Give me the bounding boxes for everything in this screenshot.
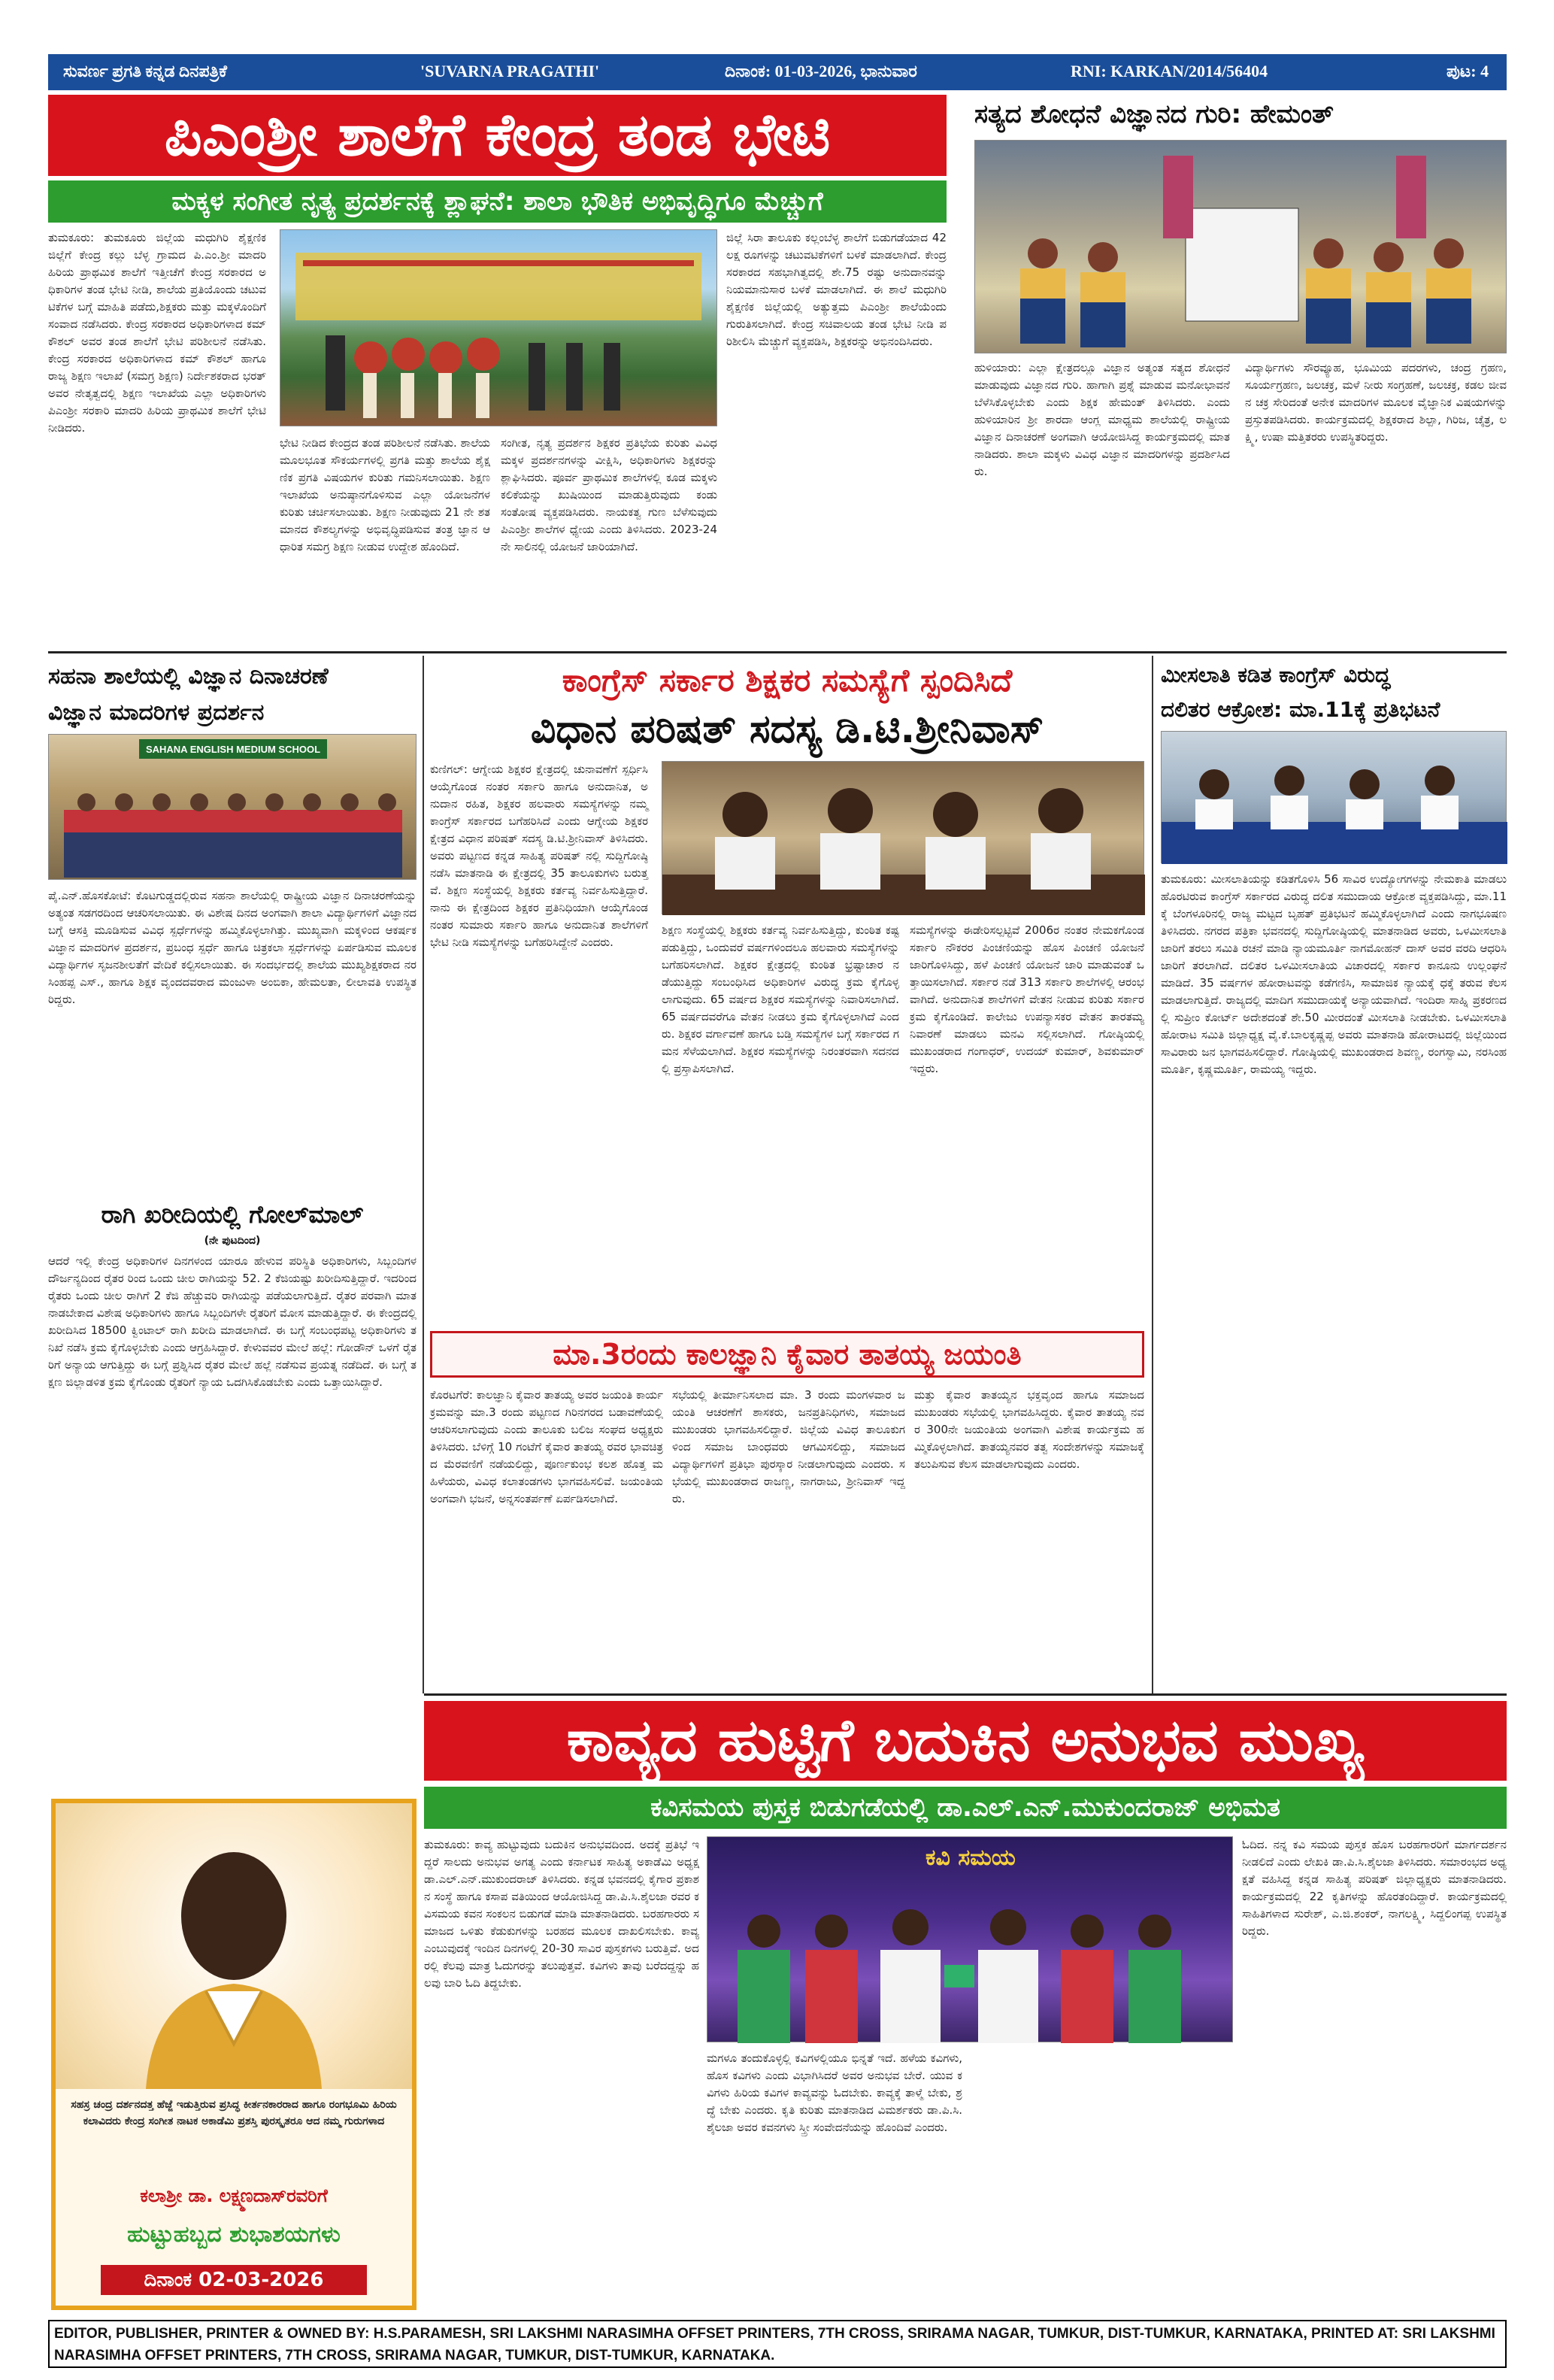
story8-column-2: ಮಗಳೂ ತಂದುಕೊಳ್ಳಲ್ಲಿ ಕವಿಗಳಲ್ಲಿಯೂ ಭಿನ್ನತೆ ಇದೆ. ಹಳೆಯ ಕವಿಗಳು, ಹೊಸ ಕವಿಗಳು ಎಂದು ವಿಭಾಗಿಸಿದರೆ ಅವರ ಅನುಭವ ಬೇರೆ. ಯುವ ಕವಿಗಳು ಹಿರಿಯ ಕವಿಗಳ ಕಾವ್ಯವನ್ನು ಓದಬೇಕು. ಕಾವ್ಯಕ್ಕೆ ತಾಳ್ಮೆ ಬೇಕು, ಶ್ರದ್ಧೆ ಬೇಕು ಎಂದರು. ಕೃತಿ ಕುರಿತು ಮಾತನಾಡಿದ ವಿಮರ್ಶಕರು ಡಾ.ಪಿ.ಸಿ.ಶೈಲಜಾ ಅವರ ಕವನಗಳು ಸ್ತ್ರೀ ಸಂವೇದನೆಯನ್ನು ಹೊಂದಿವೆ ಎಂದರು. xyxy=(707,2051,962,2134)
column-divider-right xyxy=(1152,656,1153,1693)
section-divider-lower xyxy=(424,1693,1507,1696)
school-banner: SAHANA ENGLISH MEDIUM SCHOOL xyxy=(139,739,327,759)
story8-column-2-continued xyxy=(971,2050,1233,2313)
column-divider-left xyxy=(423,656,424,1693)
story5-headline: ವಿಧಾನ ಪರಿಷತ್ ಸದಸ್ಯ ಡಿ.ಟಿ.ಶ್ರೀನಿವಾಸ್ xyxy=(530,706,1044,752)
story6-headline-box xyxy=(430,1331,1144,1378)
story1-photo xyxy=(280,229,717,426)
protest-press-illustration xyxy=(1162,732,1507,864)
story8-subhead: ಕವಿಸಮಯ ಪುಸ್ತಕ ಬಿಡುಗಡೆಯಲ್ಲಿ ಡಾ.ಎಲ್.ಎನ್.ಮುಕುಂದರಾಜ್ ಅಭಿಮತ xyxy=(424,1787,1507,1829)
story7-photo xyxy=(1161,731,1507,863)
story1-column-1: ತುಮಕೂರು: ತುಮಕೂರು ಜಿಲ್ಲೆಯ ಮಧುಗಿರಿ ಶೈಕ್ಷಣಿಕ ಜಿಲ್ಲೆಗೆ ಕೇಂದ್ರ ಕಲ್ಲು ಬೆಳ್ಳ ಗ್ರಾಮದ ಪಿ.ಎಂ.ಶ್ರೀ ಮಾದರಿ ಹಿರಿಯ ಪ್ರಾಥಮಿಕ ಶಾಲೆಗೆ ಇತ್ತೀಚೆಗೆ ಕೇಂದ್ರ ಸರಕಾರದ ಅಧಿಕಾರಿಗಳ ತಂಡ ಭೇಟಿ ನೀಡಿ, ಶಾಲೆಯ ಪ್ರತಿಯೊಂದು ಚಟುವಟಿಕೆಗಳ ಬಗ್ಗೆ ಮಾಹಿತಿ ಪಡೆದು,ಶಿಕ್ಷಕರು ಮತ್ತು ಮಕ್ಕಳೊಂದಿಗೆ ಸಂವಾದ ನಡೆಸಿದರು. ಕೇಂದ್ರ ಸರಕಾರದ ಅಧಿಕಾರಿಗಳಾದ ಕಮ್ ಕೌಶಲ್ ಅವರ ತಂಡ ಶಾಲೆಗೆ ಭೇಟಿ ಪರಿಶೀಲನೆ ನಡೆಸಿತು. ಕೇಂದ್ರ ಸರಕಾರದ ಅಧಿಕಾರಿಗಳಾದ ಕಮ್ ಕೌಶಲ್ ಹಾಗೂ ರಾಜ್ಯ ಶಿಕ್ಷಣ ಇಲಾಖೆ (ಸಮಗ್ರ ಶಿಕ್ಷಣ) ನಿರ್ದೇಶಕರಾದ ಭರತ್ ಅವರ ನೇತೃತ್ವದಲ್ಲಿ ಶಿಕ್ಷಣ ಇಲಾಖೆಯ ಎಲ್ಲಾ ಅಧಿಕಾರಿಗಳು ಪಿಎಂಶ್ರೀ ಸರಕಾರಿ ಮಾದರಿ ಹಿರಿಯ ಪ್ರಾಥಮಿಕ ಶಾಲೆಗೆ ಭೇಟಿ ನೀಡಿದರು. xyxy=(48,231,266,435)
ad-greeting: ಹುಟ್ಟುಹಬ್ಬದ ಶುಭಾಶಯಗಳು xyxy=(127,2221,341,2248)
story7-headline-line1: ಮೀಸಲಾತಿ ಕಡಿತ ಕಾಂಗ್ರೆಸ್ ವಿರುದ್ಧ xyxy=(1161,662,1391,687)
story1-headline: ಪಿಎಂಶ್ರೀ ಶಾಲೆಗೆ ಕೇಂದ್ರ ತಂಡ ಭೇಟಿ xyxy=(48,95,947,176)
story1-subhead: ಮಕ್ಕಳ ಸಂಗೀತ ನೃತ್ಯ ಪ್ರದರ್ಶನಕ್ಕೆ ಶ್ಲಾಘನೆ: ಶಾಲಾ ಭೌತಿಕ ಅಭಿವೃದ್ಧಿಗೂ ಮೆಚ್ಚುಗೆ xyxy=(48,180,947,223)
story4-credit: (ನೇ ಪುಟದಿಂದ) xyxy=(204,1235,261,1247)
story5-photo xyxy=(662,761,1144,914)
rni-number: RNI: KARKAN/2014/56404 xyxy=(1071,62,1268,80)
story2-headline: ಸತ್ಯದ ಶೋಧನೆ ವಿಜ್ಞಾನದ ಗುರಿ: ಹೇಮಂತ್ xyxy=(974,99,1334,129)
story5-column-1: ಕುಣಿಗಲ್: ಆಗ್ನೇಯ ಶಿಕ್ಷಕರ ಕ್ಷೇತ್ರದಲ್ಲಿ ಚುನಾವಣೆಗೆ ಸ್ಪರ್ಧಿಸಿ ಆಯ್ಕೆಗೊಂಡ ನಂತರ ಸರ್ಕಾರಿ ಹಾಗೂ ಅನುದಾನಿತ, ಅನುದಾನ ರಹಿತ, ಶಿಕ್ಷಕರ ಹಲವಾರು ಸಮಸ್ಯೆಗಳನ್ನು ನಮ್ಮ ಕಾಂಗ್ರೆಸ್ ಸರ್ಕಾರದ ಬಗೆಹರಿಸಿದೆ ಎಂದು ಆಗ್ನೇಯ ಶಿಕ್ಷಕರ ಕ್ಷೇತ್ರದ ವಿಧಾನ ಪರಿಷತ್ ಸದಸ್ಯ ಡಿ.ಟಿ.ಶ್ರೀನಿವಾಸ್ ತಿಳಿಸಿದರು. ಅವರು ಪಟ್ಟಣದ ಕನ್ನಡ ಸಾಹಿತ್ಯ ಪರಿಷತ್ ನಲ್ಲಿ ಸುದ್ದಿಗೋಷ್ಠಿ ನಡೆಸಿ ಮಾತನಾಡಿ ಈ ಕ್ಷೇತ್ರದಲ್ಲಿ 35 ತಾಲೂಕುಗಳು ಬರುತ್ತವೆ. ಶಿಕ್ಷಣ ಸಂಸ್ಥೆಯಲ್ಲಿ ಶಿಕ್ಷಕರು ಕರ್ತವ್ಯ ನಿರ್ವಹಿಸುತ್ತಿದ್ದಾರೆ. ನಾನು ಈ ಕ್ಷೇತ್ರದಿಂದ ಶಿಕ್ಷಕರ ಪ್ರತಿನಿಧಿಯಾಗಿ ಆಯ್ಕೆಗೊಂಡ ನಂತರ ಸುಮಾರು ಸರ್ಕಾರಿ ಹಾಗೂ ಅನುದಾನಿತ ಶಾಲೆಗಳಿಗೆ ಭೇಟಿ ನೀಡಿ ಸಮಸ್ಯೆಗಳನ್ನು ಬಗೆಹರಿಸಿದ್ದೇನೆ ಎಂದರು. xyxy=(430,763,648,949)
story3-headline-line2: ವಿಜ್ಞಾನ ಮಾದರಿಗಳ ಪ್ರದರ್ಶನ xyxy=(48,699,265,726)
school-event-illustration xyxy=(280,230,718,427)
book-release-illustration xyxy=(707,1837,1234,2043)
page-number: ಪುಟ: 4 xyxy=(1446,62,1489,80)
story8-column-3: ಓದಿದ. ನನ್ನ ಕವಿ ಸಮಯ ಪುಸ್ತಕ ಹೊಸ ಬರಹಗಾರರಿಗೆ ಮಾರ್ಗದರ್ಶನ ನೀಡಲಿದೆ ಎಂದು ಲೇಖಕಿ ಡಾ.ಪಿ.ಸಿ.ಶೈಲಜಾ ತಿಳಿಸಿದರು. ಸಮಾರಂಭದ ಅಧ್ಯಕ್ಷತೆ ವಹಿಸಿದ್ದ ಕನ್ನಡ ಸಾಹಿತ್ಯ ಪರಿಷತ್ ಜಿಲ್ಲಾಧ್ಯಕ್ಷರು ಮಾತನಾಡಿದರು. ಕಾರ್ಯಕ್ರಮದಲ್ಲಿ 22 ಕೃತಿಗಳನ್ನು ಹೊರತಂದಿದ್ದಾರೆ. ಕಾರ್ಯಕ್ರಮದಲ್ಲಿ ಸಾಹಿತಿಗಳಾದ ಸುರೇಶ್, ಎ.ಜಿ.ಶಂಕರ್, ನಾಗಲಕ್ಷ್ಮಿ, ಸಿದ್ದಲಿಂಗಪ್ಪ ಉಪಸ್ಥಿತರಿದ್ದರು. xyxy=(1242,1838,1507,1938)
story3-photo xyxy=(48,734,417,880)
event-banner-title: ಕವಿ ಸಮಯ xyxy=(925,1845,1016,1871)
story6-headline: ಮಾ.3ರಂದು ಕಾಲಜ್ಞಾನಿ ಕೈವಾರ ತಾತಯ್ಯ ಜಯಂತಿ xyxy=(553,1337,1022,1371)
story5-kicker: ಕಾಂಗ್ರೆಸ್ ಸರ್ಕಾರ ಶಿಕ್ಷಕರ ಸಮಸ್ಯೆಗೆ ಸ್ಪಂದಿಸಿದೆ xyxy=(562,662,1013,699)
story2-photo xyxy=(974,140,1507,353)
story8-column-1: ತುಮಕೂರು: ಕಾವ್ಯ ಹುಟ್ಟುವುದು ಬದುಕಿನ ಅನುಭವದಿಂದ. ಅದಕ್ಕೆ ಪ್ರತಿಭೆ ಇದ್ದರೆ ಸಾಲದು ಅನುಭವ ಅಗತ್ಯ ಎಂದು ಕರ್ನಾಟಕ ಸಾಹಿತ್ಯ ಅಕಾಡೆಮಿ ಅಧ್ಯಕ್ಷ ಡಾ.ಎಲ್.ಎನ್.ಮುಕುಂದರಾಜ್ ತಿಳಿಸಿದರು. ಕನ್ನಡ ಭವನದಲ್ಲಿ ಕೈಗಾರ ಪ್ರಕಾಶನ ಸಂಸ್ಥೆ ಹಾಗೂ ಕಸಾಪ ವತಿಯಿಂದ ಆಯೋಜಿಸಿದ್ದ ಡಾ.ಪಿ.ಸಿ.ಶೈಲಜಾ ರವರ ಕವಿಸಮಯ ಕವನ ಸಂಕಲನ ಬಿಡುಗಡೆ ಮಾಡಿ ಮಾತನಾಡಿದರು. ಬರಹಗಾರರು ಸಮಾಜದ ಒಳಿತು ಕೆಡುಕುಗಳನ್ನು ಬರಹದ ಮೂಲಕ ದಾಖಲಿಸಬೇಕು. ಕಾವ್ಯ ಎಂಬುವುದಕ್ಕೆ ಇಂದಿನ ದಿನಗಳಲ್ಲಿ 20-30 ಸಾವಿರ ಪುಸ್ತಕಗಳು ಬರುತ್ತಿವೆ. ಅದರಲ್ಲಿ ಕೆಲವು ಮಾತ್ರ ಓದುಗರನ್ನು ತಲುಪುತ್ತವೆ. ಕವಿಗಳು ತಾವು ಬರೆದದ್ದನ್ನು ಹಲವು ಬಾರಿ ಓದಿ ತಿದ್ದಬೇಕು. xyxy=(424,1838,699,1990)
ad-honoree-name: ಕಲಾಶ್ರೀ ಡಾ. ಲಕ್ಷ್ಮಣದಾಸ್‌ರವರಿಗೆ xyxy=(140,2185,328,2206)
story1-column-4: ಜಿಲ್ಲೆ ಸಿರಾ ತಾಲೂಕು ಕಲ್ಲಂಬೆಳ್ಳ ಶಾಲೆಗೆ ಬಿಡುಗಡೆಯಾದ 42 ಲಕ್ಷ ರೂಗಳನ್ನು ಚಟುವಟಿಕೆಗಳಿಗೆ ಬಳಕೆ ಮಾಡಲಾಗಿದೆ. ಕೇಂದ್ರ ಸರಕಾರದ ಸಹಭಾಗಿತ್ವದಲ್ಲಿ ಶೇ.75 ರಷ್ಟು ಅನುದಾನವನ್ನು ನಿಯಮಾನುಸಾರ ಬಳಕೆ ಮಾಡಲಾಗಿದೆ. ಈ ಶಾಲೆ ಮಧುಗಿರಿ ಶೈಕ್ಷಣಿಕ ಜಿಲ್ಲೆಯಲ್ಲಿ ಅತ್ಯುತ್ತಮ ಪಿಎಂಶ್ರೀ ಶಾಲೆಯೆಂದು ಗುರುತಿಸಲಾಗಿದೆ. ಕೇಂದ್ರ ಸಚಿವಾಲಯ ತಂಡ ಭೇಟಿ ನೀಡಿ ಪರಿಶೀಲಿಸಿ ಮೆಚ್ಚುಗೆ ವ್ಯಕ್ತಪಡಿಸಿ, ಶಿಕ್ಷಕರನ್ನು ಅಭಿನಂದಿಸಿದರು. xyxy=(726,231,947,348)
story1-column-3: ಸಂಗೀತ, ನೃತ್ಯ ಪ್ರದರ್ಶನ ಶಿಕ್ಷಕರ ಪ್ರತಿಭೆಯ ಕುರಿತು ವಿವಿಧ ಮಕ್ಕಳ ಪ್ರದರ್ಶನಗಳನ್ನು ವೀಕ್ಷಿಸಿ, ಅಧಿಕಾರಿಗಳು ಶಿಕ್ಷಕರನ್ನು ಶ್ಲಾಘಿಸಿದರು. ಪೂರ್ವ ಪ್ರಾಥಮಿಕ ಶಾಲೆಗಳಲ್ಲಿ ಕೂಡ ಮಕ್ಕಳು ಕಲಿಕೆಯನ್ನು ಖುಷಿಯಿಂದ ಮಾಡುತ್ತಿರುವುದು ಕಂಡು ಸಂತೋಷ ವ್ಯಕ್ತಪಡಿಸಿದರು. ನಾಯಕತ್ವ ಗುಣ ಬೆಳೆಸುವುದು ಪಿಎಂಶ್ರೀ ಶಾಲೆಗಳ ಧ್ಯೇಯ ಎಂದು ತಿಳಿಸಿದರು. 2023-24ನೇ ಸಾಲಿನಲ್ಲಿ ಯೋಜನೆ ಜಾರಿಯಾಗಿದೆ. xyxy=(501,436,717,553)
story1-column-1-continued xyxy=(48,435,266,664)
story4-headline: ರಾಗಿ ಖರೀದಿಯಲ್ಲಿ ಗೋಲ್‌ಮಾಲ್ xyxy=(101,1199,364,1229)
story7-body: ತುಮಕೂರು: ಮೀಸಲಾತಿಯನ್ನು ಕಡಿತಗೊಳಿಸಿ 56 ಸಾವಿರ ಉದ್ಯೋಗಗಳನ್ನು ನೇಮಕಾತಿ ಮಾಡಲು ಹೊರಟಿರುವ ಕಾಂಗ್ರೆಸ್ ಸರ್ಕಾರದ ವಿರುದ್ಧ ದಲಿತ ಸಮುದಾಯ ಆಕ್ರೋಶ ವ್ಯಕ್ತಪಡಿಸಿದ್ದು, ಮಾ.11ಕ್ಕೆ ಬೆಂಗಳೂರಿನಲ್ಲಿ ರಾಜ್ಯ ಮಟ್ಟದ ಬೃಹತ್ ಪ್ರತಿಭಟನೆ ಹಮ್ಮಿಕೊಳ್ಳಲಾಗಿದೆ ಎಂದು ನಾಗಭೂಷಣ ತಿಳಿಸಿದರು. ನಗರದ ಪತ್ರಿಕಾ ಭವನದಲ್ಲಿ ಸುದ್ದಿಗೋಷ್ಠಿಯಲ್ಲಿ ಮಾತನಾಡಿದ ಅವರು, ಒಳಮೀಸಲಾತಿ ಜಾರಿಗೆ ತರಲು ಸಮಿತಿ ರಚನೆ ಮಾಡಿ ನ್ಯಾಯಮೂರ್ತಿ ನಾಗಮೋಹನ್ ದಾಸ್ ಅವರ ವರದಿ ಆಧರಿಸಿ ಜಾರಿಗೆ ತರಲಾಗಿದೆ. ದಲಿತರ ಒಳಮೀಸಲಾತಿಯ ವಿಚಾರದಲ್ಲಿ ಸರ್ಕಾರ ಕಾನೂನು ಉಲ್ಲಂಘನೆ ಮಾಡಿದೆ. 35 ವರ್ಷಗಳ ಹೋರಾಟವನ್ನು ಕಡೆಗಣಿಸಿ, ಸಾಮಾಜಿಕ ನ್ಯಾಯಕ್ಕೆ ಧಕ್ಕೆ ತರುವ ಕೆಲಸ ಮಾಡಲಾಗುತ್ತಿದೆ. ರಾಜ್ಯದಲ್ಲಿ ಮಾದಿಗ ಸಮುದಾಯಕ್ಕೆ ಅನ್ಯಾಯವಾಗಿದೆ. ಇಂದಿರಾ ಸಾಹ್ನಿ ಪ್ರಕರಣದಲ್ಲಿ ಸುಪ್ರೀಂ ಕೋರ್ಟ್ ಅದೇಶದಂತೆ ಶೇ.50 ಮೀರದಂತೆ ಮೀಸಲಾತಿ ನೀಡಬೇಕು. ಒಳಮೀಸಲಾತಿ ಹೋರಾಟ ಸಮಿತಿ ಜಿಲ್ಲಾಧ್ಯಕ್ಷ ವೈ.ಕೆ.ಬಾಲಕೃಷ್ಣಪ್ಪ ಅವರು ಮಾತನಾಡಿ ಹೋರಾಟದಲ್ಲಿ ಜಿಲ್ಲೆಯಿಂದ ಸಾವಿರಾರು ಜನ ಭಾಗವಹಿಸಲಿದ್ದಾರೆ. ಗೋಷ್ಠಿಯಲ್ಲಿ ಮುಖಂಡರಾದ ಶಿವಣ್ಣ, ರಂಗಸ್ವಾಮಿ, ನರಸಿಂಹಮೂರ್ತಿ, ಕೃಷ್ಣಮೂರ್ತಿ, ರಾಮಯ್ಯ ಇದ್ದರು. xyxy=(1161,872,1507,1076)
story7-headline-line2: ದಲಿತರ ಆಕ್ರೋಶ: ಮಾ.11ಕ್ಕೆ ಪ್ರತಿಭಟನೆ xyxy=(1161,697,1440,722)
section-divider xyxy=(48,651,1507,653)
portrait-illustration xyxy=(56,1803,412,2089)
ad-wish-text: ಸಹಸ್ರ ಚಂದ್ರ ದರ್ಶನದತ್ತ ಹೆಜ್ಜೆ ಇಡುತ್ತಿರುವ ಪ್ರಸಿದ್ಧ ಕೀರ್ತನಕಾರರಾದ ಹಾಗೂ ರಂಗಭೂಮಿ ಹಿರಿಯ ಕಲಾವಿದರು ಕೇಂದ್ರ ಸಂಗೀತ ನಾಟಕ ಅಕಾಡೆಮಿ ಪ್ರಶಸ್ತಿ ಪುರಸ್ಕೃತರೂ ಆದ ನಮ್ಮ ಗುರುಗಳಾದ xyxy=(71,2099,397,2127)
story8-photo xyxy=(707,1836,1233,2042)
imprint-footer: EDITOR, PUBLISHER, PRINTER & OWNED BY: H.S.PARAMESH, SRI LAKSHMI NARASIMHA OFFSET PRINTERS, 7TH CROSS, SRIRAMA NAGAR, TUMKUR, DIST-TUMKUR, KARNATAKA, PRINTED AT: SRI LAKSHMI NARASIMHA OFFSET PRINTERS, 7TH CROSS, SRIRAMA NAGAR, TUMKUR, DIST-TUMKUR, KARNATAKA. xyxy=(48,2320,1507,2368)
story3-headline-line1: ಸಹನಾ ಶಾಲೆಯಲ್ಲಿ ವಿಜ್ಞಾನ ದಿನಾಚರಣೆ xyxy=(48,662,329,690)
story8-headline: ಕಾವ್ಯದ ಹುಟ್ಟಿಗೆ ಬದುಕಿನ ಅನುಭವ ಮುಖ್ಯ xyxy=(424,1701,1507,1781)
story3-body: ಪೈ.ಎನ್.ಹೊಸಕೋಟೆ: ಕೊಟಗುಡ್ಡದಲ್ಲಿರುವ ಸಹನಾ ಶಾಲೆಯಲ್ಲಿ ರಾಷ್ಟ್ರೀಯ ವಿಜ್ಞಾನ ದಿನಾಚರಣೆಯನ್ನು ಅತ್ಯಂತ ಸಡಗರದಿಂದ ಆಚರಿಸಲಾಯಿತು. ಈ ವಿಶೇಷ ದಿನದ ಅಂಗವಾಗಿ ಶಾಲಾ ವಿದ್ಯಾರ್ಥಿಗಳಿಗೆ ವಿಜ್ಞಾನದ ಬಗ್ಗೆ ಆಸಕ್ತಿ ಮೂಡಿಸುವ ವಿವಿಧ ಸ್ಪರ್ಧೆಗಳನ್ನು ಹಮ್ಮಿಕೊಳ್ಳಲಾಗಿತ್ತು. ಮುಖ್ಯವಾಗಿ ಮಕ್ಕಳಿಂದ ಆಕರ್ಷಕ ವಿಜ್ಞಾನ ಮಾದರಿಗಳ ಪ್ರದರ್ಶನ, ಪ್ರಬಂಧ ಸ್ಪರ್ಧೆ ಹಾಗೂ ಚಿತ್ರಕಲಾ ಸ್ಪರ್ಧೆಗಳನ್ನು ಏರ್ಪಡಿಸುವ ಮೂಲಕ ವಿದ್ಯಾರ್ಥಿಗಳ ಸೃಜನಶೀಲತೆಗೆ ವೇದಿಕೆ ಕಲ್ಪಿಸಲಾಯಿತು. ಈ ಸಂದರ್ಭದಲ್ಲಿ ಶಾಲೆಯ ಮುಖ್ಯಶಿಕ್ಷಕರಾದ ನರಸಿಂಹಪ್ಪ ಎಸ್., ಹಾಗೂ ಶಿಕ್ಷಕ ವೃಂದದವರಾದ ಮಂಜುಳಾ ಅಂಬಿಕಾ, ಹೇಮಲತಾ, ಲೀಲಾವತಿ ಉಪಸ್ಥಿತರಿದ್ದರು. xyxy=(48,889,417,1006)
story5-column-3: ಸಮಸ್ಯೆಗಳನ್ನು ಈಡೇರಿಸಲ್ಪಟ್ಟಿವೆ 2006ರ ನಂತರ ನೇಮಕಗೊಂಡ ಸರ್ಕಾರಿ ನೌಕರರ ಪಿಂಚಣಿಯನ್ನು ಹೊಸ ಪಿಂಚಣಿ ಯೋಜನೆ ಜಾರಿಗೊಳಿಸಿದ್ದು, ಹಳೆ ಪಿಂಚಣಿ ಯೋಜನೆ ಜಾರಿ ಮಾಡುವಂತೆ ಒತ್ತಾಯಿಸಲಾಗಿದೆ. ಸರ್ಕಾರ ನಡೆ 313 ಸರ್ಕಾರಿ ಶಾಲೆಗಳಲ್ಲಿ ಆರಂಭವಾಗಿದೆ. ಅನುದಾನಿತ ಶಾಲೆಗಳಿಗೆ ವೇತನ ನೀಡುವ ಕುರಿತು ಸರ್ಕಾರ ಕ್ರಮ ಕೈಗೊಂಡಿದೆ. ಕಾಲೇಜು ಉಪನ್ಯಾಸಕರ ವೇತನ ತಾರತಮ್ಯ ನಿವಾರಣೆ ಮಾಡಲು ಮನವಿ ಸಲ್ಲಿಸಲಾಗಿದೆ. ಗೋಷ್ಠಿಯಲ್ಲಿ ಮುಖಂಡರಾದ ಗಂಗಾಧರ್, ಉದಯ್ ಕುಮಾರ್, ಶಿವಕುಮಾರ್ ಇದ್ದರು. xyxy=(910,923,1144,1075)
story6-column-3: ಮತ್ತು ಕೈವಾರ ತಾತಯ್ಯನ ಭಕ್ತವೃಂದ ಹಾಗೂ ಸಮಾಜದ ಮುಖಂಡರು ಸಭೆಯಲ್ಲಿ ಭಾಗವಹಿಸಿದ್ದರು. ಕೈವಾರ ತಾತಯ್ಯ ನವರ 300ನೇ ಜಯಂತಿಯ ಅಂಗವಾಗಿ ವಿಶೇಷ ಕಾರ್ಯಕ್ರಮ ಹಮ್ಮಿಕೊಳ್ಳಲಾಗಿದೆ. ತಾತಯ್ಯನವರ ತತ್ವ ಸಂದೇಶಗಳನ್ನು ಸಮಾಜಕ್ಕೆ ತಲುಪಿಸುವ ಕೆಲಸ ಮಾಡಲಾಗುವುದು ಎಂದರು. xyxy=(914,1388,1144,1471)
story1-column-2: ಭೇಟಿ ನೀಡಿದ ಕೇಂದ್ರದ ತಂಡ ಪರಿಶೀಲನೆ ನಡೆಸಿತು. ಶಾಲೆಯ ಮೂಲಭೂತ ಸೌಕರ್ಯಗಳಲ್ಲಿ ಪ್ರಗತಿ ಮತ್ತು ಶಾಲೆಯ ಶೈಕ್ಷಣಿಕ ಪ್ರಗತಿ ವಿಷಯಗಳ ಕುರಿತು ಗಮನಿಸಲಾಯಿತು. ಶಿಕ್ಷಣ ಇಲಾಖೆಯ ಅನುಷ್ಠಾನಗೊಳಿಸುವ ಎಲ್ಲಾ ಯೋಜನೆಗಳ ಕುರಿತು ಚರ್ಚಿಸಲಾಯಿತು. ಶಿಕ್ಷಣ ನೀಡುವುದು 21 ನೇ ಶತಮಾನದ ಕೌಶಲ್ಯಗಳನ್ನು ಅಭಿವೃದ್ಧಿಪಡಿಸುವ ತಂತ್ರ ಜ್ಞಾನ ಆಧಾರಿತ ಸಮಗ್ರ ಶಿಕ್ಷಣ ನೀಡುವ ಉದ್ದೇಶ ಹೊಂದಿದೆ. xyxy=(280,436,490,553)
story2-column-1: ಹುಳಿಯಾರು: ಎಲ್ಲಾ ಕ್ಷೇತ್ರದಲ್ಲೂ ವಿಜ್ಞಾನ ಅತ್ಯಂತ ಸತ್ಯದ ಶೋಧನೆ ಮಾಡುವುದು ವಿಜ್ಞಾನದ ಗುರಿ. ಹಾಗಾಗಿ ಪ್ರಶ್ನೆ ಮಾಡುವ ಮನೋಭಾವನೆ ಬೆಳೆಸಿಕೊಳ್ಳಬೇಕು ಎಂದು ಶಿಕ್ಷಕ ಹೇಮಂತ್ ತಿಳಿಸಿದರು. ಎಂದು ಹುಳಿಯಾರಿನ ಶ್ರೀ ಶಾರದಾ ಆಂಗ್ಲ ಮಾಧ್ಯಮ ಶಾಲೆಯಲ್ಲಿ ರಾಷ್ಟ್ರೀಯ ವಿಜ್ಞಾನ ದಿನಾಚರಣೆ ಅಂಗವಾಗಿ ಆಯೋಜಿಸಿದ್ದ ಕಾರ್ಯಕ್ರಮದಲ್ಲಿ ಮಾತನಾಡಿದರು. ಶಾಲಾ ಮಕ್ಕಳು ವಿವಿಧ ವಿಜ್ಞಾನ ಮಾದರಿಗಳನ್ನು ಪ್ರದರ್ಶಿಸಿದರು. xyxy=(974,361,1230,478)
masthead-bar xyxy=(48,54,1507,90)
story4-body: ಆದರೆ ಇಲ್ಲಿ ಕೇಂದ್ರ ಅಧಿಕಾರಿಗಳ ದಿನಗಳಂದ ಯಾರೂ ಹೇಳುವ ಪರಿಸ್ಥಿತಿ ಅಧಿಕಾರಿಗಳು, ಸಿಬ್ಬಂದಿಗಳ ದೌರ್ಜನ್ಯದಿಂದ ರೈತರ ರಿಂದ ಒಂದು ಚೀಲ ರಾಗಿಯನ್ನು 52. 2 ಕೆಜಿಯಷ್ಟು ಖರೀದಿಸುತ್ತಿದ್ದಾರೆ. ಇದರಿಂದ ರೈತರು ಒಂದು ಚೀಲ ರಾಗಿಗೆ 2 ಕೆಜಿ ಹೆಚ್ಚುವರಿ ರಾಗಿಯನ್ನು ಪಡೆಯಲಾಗುತ್ತಿದೆ. ರೈತರ ಪರವಾಗಿ ಮಾತನಾಡಬೇಕಾದ ವಿಶೇಷ ಅಧಿಕಾರಿಗಳು ಹಾಗೂ ಸಿಬ್ಬಂದಿಗಳೇ ರೈತರಿಗೆ ಮೋಸ ಮಾಡುತ್ತಿದ್ದಾರೆ. ಈ ಕೇಂದ್ರದಲ್ಲಿ ಖರೀದಿಸಿದ 18500 ಕ್ವಿಂಟಾಲ್ ರಾಗಿ ಖರೀದಿ ಮಾಡಲಾಗಿದೆ. ಈ ಬಗ್ಗೆ ಸಂಬಂಧಪಟ್ಟ ಅಧಿಕಾರಿಗಳು ತನಿಖೆ ನಡೆಸಿ ಕ್ರಮ ಕೈಗೊಳ್ಳಬೇಕು ಎಂದು ಆಗ್ರಹಿಸಿದ್ದಾರೆ. ಕೇಳುವವರ ಮೇಲೆ ಹಲ್ಲೆ: ಗೋಡೌನ್ ಒಳಗೆ ರೈತರಿಗೆ ಅನ್ಯಾಯ ಆಗುತ್ತಿದ್ದು ಈ ಬಗ್ಗೆ ಪ್ರಶ್ನಿಸಿದ ರೈತರ ಮೇಲೆ ಹಲ್ಲೆ ನಡೆಸುವ ಪ್ರಯತ್ನ ನಡೆದಿದೆ. ಈ ಬಗ್ಗೆ ತಕ್ಷಣ ಜಿಲ್ಲಾಡಳಿತ ಕ್ರಮ ಕೈಗೊಂಡು ರೈತರಿಗೆ ನ್ಯಾಯ ಒದಗಿಸಿಕೊಡಬೇಕು ಎಂದು ಒತ್ತಾಯಿಸಿದ್ದಾರೆ. xyxy=(48,1254,417,1389)
story5-column-2: ಶಿಕ್ಷಣ ಸಂಸ್ಥೆಯಲ್ಲಿ ಶಿಕ್ಷಕರು ಕರ್ತವ್ಯ ನಿರ್ವಹಿಸುತ್ತಿದ್ದು, ಕುಂಠಿತ ಕಷ್ಟಪಡುತ್ತಿದ್ದು, ಒಂದುವರೆ ವರ್ಷಗಳಿಂದಲೂ ಹಲವಾರು ಸಮಸ್ಯೆಗಳನ್ನು ಬಗೆಹರಿಸಲಾಗಿದೆ. ಶಿಕ್ಷಕರ ಕ್ಷೇತ್ರದಲ್ಲಿ ಕುಂಠಿತ ಭ್ರಷ್ಟಾಚಾರ ನಡೆಯುತ್ತಿದ್ದು ಸಂಬಂಧಿಸಿದ ಅಧಿಕಾರಿಗಳ ವಿರುದ್ಧ ಕ್ರಮ ಕೈಗೊಳ್ಳಲಾಗುವುದು. 65 ವರ್ಷದ ಶಿಕ್ಷಕರ ಸಮಸ್ಯೆಗಳನ್ನು ನಿವಾರಿಸಲಾಗಿದೆ. 65 ವರ್ಷದವರೆಗೂ ವೇತನ ನೀಡಲು ಕ್ರಮ ಕೈಗೊಳ್ಳಲಾಗಿದೆ ಎಂದರು. ಶಿಕ್ಷಕರ ವರ್ಗಾವಣೆ ಹಾಗೂ ಬಡ್ತಿ ಸಮಸ್ಯೆಗಳ ಬಗ್ಗೆ ಸರ್ಕಾರದ ಗಮನ ಸೆಳೆಯಲಾಗಿದೆ. ಶಿಕ್ಷಕರ ಸಮಸ್ಯೆಗಳನ್ನು ನಿರಂತರವಾಗಿ ಸದನದಲ್ಲಿ ಪ್ರಸ್ತಾಪಿಸಲಾಗಿದೆ. xyxy=(662,923,899,1075)
issue-date: ದಿನಾಂಕ: 01-03-2026, ಭಾನುವಾರ xyxy=(725,62,917,80)
story6-column-2: ಸಭೆಯಲ್ಲಿ ತೀರ್ಮಾನಿಸಲಾದ ಮಾ. 3 ರಂದು ಮಂಗಳವಾರ ಜಯಂತಿ ಆಚರಣೆಗೆ ಶಾಸಕರು, ಜನಪ್ರತಿನಿಧಿಗಳು, ಸಮಾಜದ ಮುಖಂಡರು ಭಾಗವಹಿಸಲಿದ್ದಾರೆ. ಜಿಲ್ಲೆಯ ವಿವಿಧ ತಾಲೂಕುಗಳಿಂದ ಸಮಾಜ ಬಾಂಧವರು ಆಗಮಿಸಲಿದ್ದು, ಸಮಾಜದ ವಿದ್ಯಾರ್ಥಿಗಳಿಗೆ ಪ್ರತಿಭಾ ಪುರಸ್ಕಾರ ನೀಡಲಾಗುವುದು ಎಂದರು. ಸಭೆಯಲ್ಲಿ ಮುಖಂಡರಾದ ರಾಜಣ್ಣ, ನಾಗರಾಜು, ಶ್ರೀನಿವಾಸ್ ಇದ್ದರು. xyxy=(672,1388,905,1505)
science-exhibition-illustration xyxy=(975,141,1507,354)
story2-column-2: ವಿದ್ಯಾರ್ಥಿಗಳು ಸೌರವ್ಯೂಹ, ಭೂಮಿಯ ಪದರಗಳು, ಚಂದ್ರ ಗ್ರಹಣ, ಸೂರ್ಯಗ್ರಹಣ, ಜಲಚಕ್ರ, ಮಳೆ ನೀರು ಸಂಗ್ರಹಣೆ, ಜಲಚಕ್ರ, ಕಡಲ ಜೀವನ ಚಕ್ರ ಸೇರಿದಂತೆ ಅನೇಕ ಮಾದರಿಗಳ ಮೂಲಕ ವೈಜ್ಞಾನಿಕ ವಿಷಯಗಳನ್ನು ಪ್ರಸ್ತುತಪಡಿಸಿದರು. ಕಾರ್ಯಕ್ರಮದಲ್ಲಿ ಶಿಕ್ಷಕರಾದ ಶಿಲ್ಪಾ, ಗಿರಿಜ, ಚೈತ್ರ, ಲಕ್ಷ್ಮಿ, ಉಷಾ ಮತ್ತಿತರರು ಉಪಸ್ಥಿತರಿದ್ದರು. xyxy=(1245,361,1507,444)
ad-portrait-area xyxy=(56,1803,412,2089)
press-meet-illustration xyxy=(662,762,1145,915)
ad-date: ದಿನಾಂಕ 02-03-2026 xyxy=(101,2265,367,2295)
paper-name-kannada: ಸುವರ್ಣ ಪ್ರಗತಿ ಕನ್ನಡ ದಿನಪತ್ರಿಕೆ xyxy=(63,62,227,80)
students-group-illustration xyxy=(49,735,417,881)
story6-column-1: ಕೊರಟಗೆರೆ: ಕಾಲಜ್ಞಾನಿ ಕೈವಾರ ತಾತಯ್ಯ ಅವರ ಜಯಂತಿ ಕಾರ್ಯಕ್ರಮವನ್ನು ಮಾ.3 ರಂದು ಪಟ್ಟಣದ ಗಿರಿನಗರದ ಬಡಾವಣೆಯಲ್ಲಿ ಆಚರಿಸಲಾಗುವುದು ಎಂದು ತಾಲೂಕು ಬಲಿಜ ಸಂಘದ ಅಧ್ಯಕ್ಷರು ತಿಳಿಸಿದರು. ಬೆಳಿಗ್ಗೆ 10 ಗಂಟೆಗೆ ಕೈವಾರ ತಾತಯ್ಯ ರವರ ಭಾವಚಿತ್ರದ ಮೆರವಣಿಗೆ ನಡೆಯಲಿದ್ದು, ಪೂರ್ಣಕುಂಭ ಕಲಶ ಹೊತ್ತ ಮಹಿಳೆಯರು, ವಿವಿಧ ಕಲಾತಂಡಗಳು ಭಾಗವಹಿಸಲಿವೆ. ಜಯಂತಿಯ ಅಂಗವಾಗಿ ಭಜನೆ, ಅನ್ನಸಂತರ್ಪಣೆ ಏರ್ಪಡಿಸಲಾಗಿದೆ. xyxy=(430,1388,663,1505)
paper-name-english: 'SUVARNA PRAGATHI' xyxy=(420,62,600,80)
birthday-advertisement xyxy=(51,1799,417,2310)
